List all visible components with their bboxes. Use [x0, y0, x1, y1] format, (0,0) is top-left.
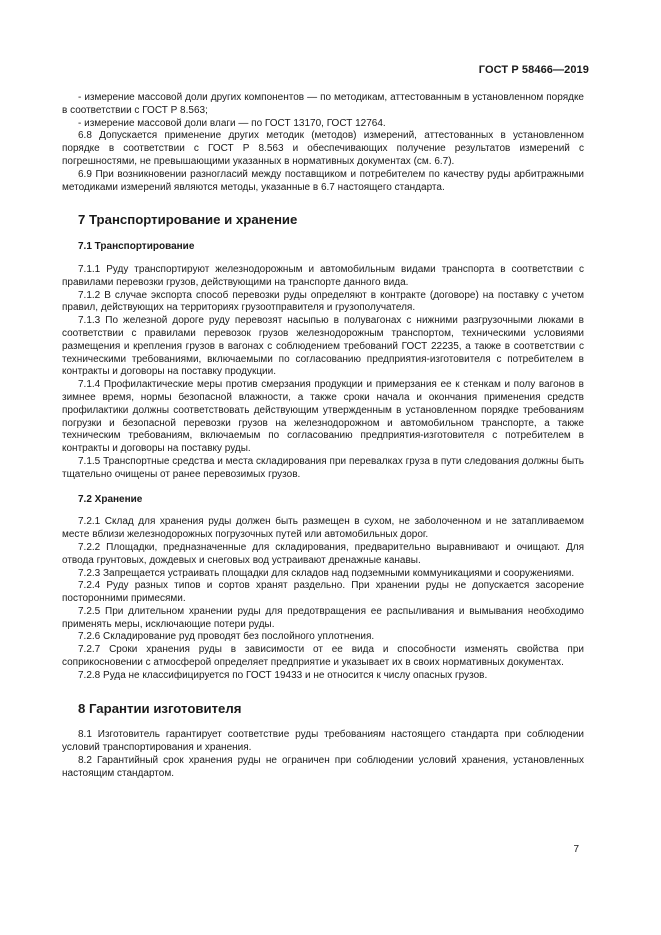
- page-number: 7: [573, 844, 579, 855]
- paragraph: 7.2.5 При длительном хранении руды для предотвращения ее распыливания и вымывания необходимо применять меры, исключающие потери руды.: [62, 605, 584, 630]
- document-body: [62, 92, 584, 781]
- section-8-heading: 8 Гарантии изготовителя: [78, 700, 242, 716]
- standard-header: ГОСТ Р 58466—2019: [478, 64, 589, 76]
- paragraph: 6.9 При возникновении разногласий между поставщиком и потребителем по качеству руды арбитражными методиками измерений являются методы, указанные в 6.7 настоящего стандарта.: [62, 168, 584, 193]
- paragraph: 7.2.1 Склад для хранения руды должен быть размещен в сухом, не заболоченном и не затапливаемом месте вблизи железнодорожных погрузочных путей или автомобильных дорог.: [62, 516, 584, 541]
- paragraph: 8.2 Гарантийный срок хранения руды не ограничен при соблюдении условий хранения, установленных настоящим стандартом.: [62, 755, 584, 779]
- paragraph: 7.1.5 Транспортные средства и места складирования при перевалках груза в пути следования должны быть тщательно очищены от ранее перевозимых грузов.: [62, 455, 584, 480]
- paragraph: 8.1 Изготовитель гарантирует соответствие руды требованиям настоящего стандарта при соблюдении условий транспортирования и хранения.: [62, 729, 584, 754]
- paragraph: 7.2.6 Складирование руд проводят без послойного уплотнения.: [78, 631, 375, 643]
- paragraph: 7.1.4 Профилактические меры против смерзания продукции и примерзания ее к стенкам и полу вагонов в зимнее время, нормы безопасной влажности, а также сроки начала и окончания применения средств профилактики должны соответствовать действующим утвержденным в установленном порядке требованиям погрузки и безопасной перевозки грузов на железнодорожном и автомобильном транспорте, а также техническим требованиям, включаемым по согласованию предприятия-изготовителя с потребителем в контракты и договоры на поставку руды.: [62, 379, 584, 455]
- subsection-7-2-heading: 7.2 Хранение: [78, 493, 143, 505]
- section-7-heading: 7 Транспортирование и хранение: [78, 212, 298, 228]
- paragraph: 7.1.3 По железной дороге руду перевозят насыпью в полувагонах с нижними разгрузочными люками в соответствии с правилами перевозок грузов железнодорожным транспортом, техническими условиями размещения и крепления грузов в вагонах с соблюдением требований ГОСТ 22235, а также в соответствии с техническими требованиями, включаемыми по согласованию предприятия-изготовителя с потребителем в контракты и договоры на поставку продукции.: [62, 315, 584, 378]
- paragraph: 7.2.7 Сроки хранения руды в зависимости от ее вида и способности изменять свойства при соприкосновении с атмосферой определяет предприятие и указывает их в своих нормативных документах.: [62, 644, 584, 669]
- subsection-7-1-heading: 7.1 Транспортирование: [78, 241, 195, 253]
- paragraph: 7.1.2 В случае экспорта способ перевозки руды определяют в контракте (договоре) на поставку с учетом правил, действующих на территориях грузоотправителя и грузополучателя.: [62, 289, 584, 314]
- paragraph: - измерение массовой доли влаги — по ГОСТ 13170, ГОСТ 12764.: [78, 117, 386, 129]
- paragraph: 7.2.4 Руду разных типов и сортов хранят раздельно. При хранении руды не допускается засорение посторонними примесями.: [62, 580, 584, 605]
- paragraph: 7.2.2 Площадки, предназначенные для складирования, предварительно выравнивают и очищают. Для отвода грунтовых, дождевых и снеговых вод устраивают дренажные канавы.: [62, 541, 584, 566]
- paragraph: 6.8 Допускается применение других методик (методов) измерений, аттестованных в установленном порядке в соответствии с ГОСТ Р 8.563 и обеспечивающих получение результатов измерений с погрешностями, не превышающими указанных в нормативных документах (см. 6.7).: [62, 130, 584, 167]
- paragraph: 7.1.1 Руду транспортируют железнодорожным и автомобильным видами транспорта в соответствии с правилами перевозки грузов, действующими на транспорте данного вида.: [62, 263, 584, 288]
- paragraph: 7.2.3 Запрещается устраивать площадки для складов над подземными коммуникациями и сооружениями.: [78, 567, 575, 579]
- paragraph: 7.2.8 Руда не классифицируется по ГОСТ 19433 и не относится к числу опасных грузов.: [78, 669, 488, 681]
- paragraph: - измерение массовой доли других компонентов — по методикам, аттестованным в установленном порядке в соответствии с ГОСТ Р 8.563;: [62, 92, 584, 116]
